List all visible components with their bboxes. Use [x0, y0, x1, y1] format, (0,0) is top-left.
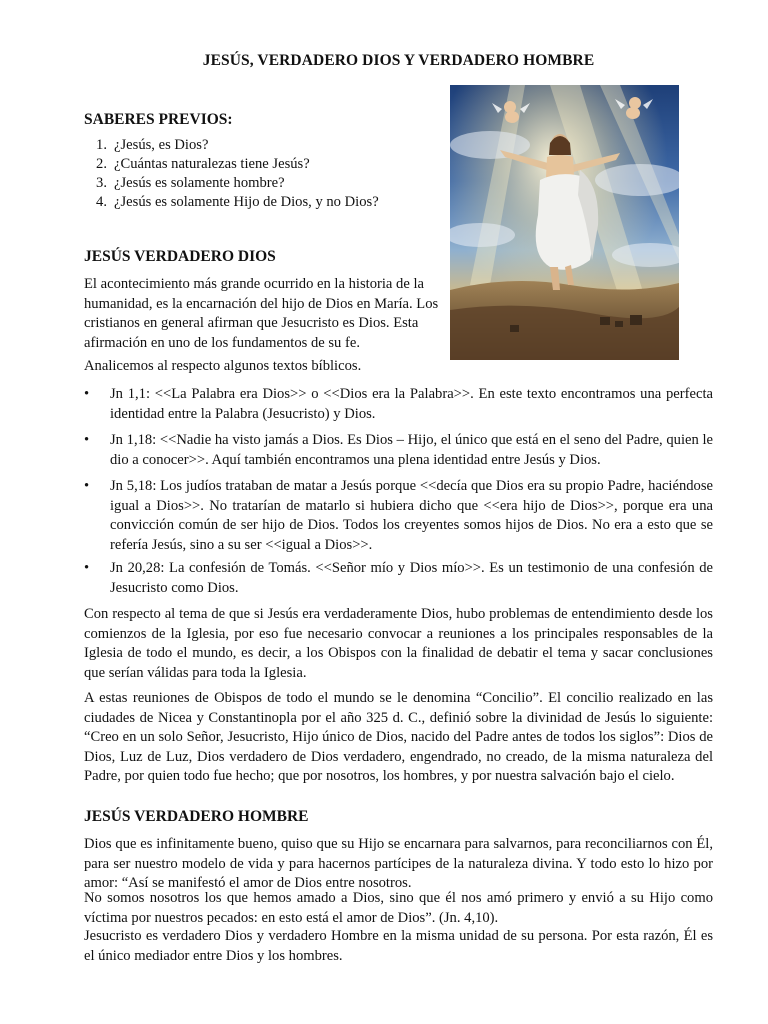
list-text: ¿Jesús es solamente hombre?	[114, 175, 285, 191]
bullet-text: Jn 1,1: <<La Palabra era Dios>> o <<Dios era la Palabra>>. En este texto encontramos una perfecta identidad entre la Palabra (Jesucristo) y Dios.	[110, 386, 713, 422]
bullet-text: Jn 1,18: <<Nadie ha visto jamás a Dios. Es Dios – Hijo, el único que está en el seno del Padre, quien le dio a conocer>>. Aquí también encontramos una plena identidad entre Jesús y Dios.	[110, 432, 713, 468]
analicemos-line: Analicemos al respecto algunos textos bíblicos.	[84, 358, 362, 374]
bullet-text: Jn 20,28: La confesión de Tomás. <<Señor mío y Dios mío>>. Es un testimonio de una confesión de Jesucristo como Dios.	[110, 560, 713, 596]
bullet-icon: •	[84, 432, 90, 448]
hombre-paragraph-1: Dios que es infinitamente bueno, quiso que su Hijo se encarnara para salvarnos, para reconciliarnos con Él, para ser nuestro modelo de vida y para hacernos partícipes de la naturaleza divina. Y todo esto lo hizo por amor: “Así se manifestó el amor de Dios entre nosotros.	[84, 836, 713, 891]
saberes-list	[84, 136, 379, 212]
list-number: 2.	[96, 156, 107, 172]
bullet-icon: •	[84, 386, 90, 402]
section-heading-dios: JESÚS VERDADERO DIOS	[84, 248, 276, 265]
list-item	[84, 155, 379, 174]
bullet-icon: •	[84, 560, 90, 576]
saberes-heading: SABERES PREVIOS:	[84, 111, 233, 128]
list-text: ¿Jesús, es Dios?	[114, 137, 209, 153]
intro-paragraph: El acontecimiento más grande ocurrido en la historia de la humanidad, es la encarnación del hijo de Dios en María. Los cristianos en general afirman que Jesucristo es Dios. Esta afirmación en uno de los fundamentos de su fe.	[84, 276, 439, 351]
hombre-paragraph-2: No somos nosotros los que hemos amado a Dios, sino que él nos amó primero y envió a su Hijo como víctima por nuestros pecados: en esto está el amor de Dios”. (Jn. 4,10).	[84, 890, 713, 926]
concilio-paragraph-1: Con respecto al tema de que si Jesús era verdaderamente Dios, hubo problemas de entendimiento desde los comienzos de la Iglesia, por eso fue necesario convocar a reuniones a los principales responsables de la Iglesia de todo el mundo, es decir, a los Obispos con la finalidad de debatir el tema y sacar conclusiones que serían válidas para toda la Iglesia.	[84, 606, 713, 681]
bullet-icon: •	[84, 478, 90, 494]
list-number: 1.	[96, 137, 107, 153]
list-item	[84, 174, 379, 193]
list-number: 4.	[96, 194, 107, 210]
page-title: JESÚS, VERDADERO DIOS Y VERDADERO HOMBRE	[202, 52, 595, 69]
hombre-paragraph-3: Jesucristo es verdadero Dios y verdadero Hombre en la misma unidad de su persona. Por esta razón, Él es el único mediador entre Dios y los hombres.	[84, 928, 713, 964]
list-number: 3.	[96, 175, 107, 191]
list-text: ¿Cuántas naturalezas tiene Jesús?	[114, 156, 310, 172]
painting-image	[450, 85, 679, 360]
resurrection-painting	[450, 85, 679, 360]
list-item	[84, 193, 379, 212]
list-item	[84, 136, 379, 155]
bullet-text: Jn 5,18: Los judíos trataban de matar a Jesús porque <<decía que Dios era su propio Padre, haciéndose igual a Dios>>. No tratarían de matarlo si hubiera dicho que <<era hijo de Dios>>, porque era una convicción común de ser hijo de Dios. Todos los creyentes somos hijos de Dios. No era a esto que se refería Jesús, sino a su ser <<igual a Dios>>.	[110, 478, 713, 553]
section-heading-hombre: JESÚS VERDADERO HOMBRE	[84, 808, 309, 825]
concilio-paragraph-2: A estas reuniones de Obispos de todo el mundo se le denomina “Concilio”. El concilio realizado en las ciudades de Nicea y Constantinopla por el año 325 d. C., definió sobre la divinidad de Jesús lo siguiente: “Creo en un solo Señor, Jesucristo, Hijo único de Dios, nacido del Padre antes de todos los siglos”: Dios de Dios, Luz de Luz, Dios verdadero de Dios verdadero, engendrado, no creado, de la misma naturaleza del Padre, por quien todo fue hecho; que por nosotros, los hombres, y por nuestra salvación bajo el cielo.	[84, 690, 713, 784]
list-text: ¿Jesús es solamente Hijo de Dios, y no Dios?	[114, 194, 379, 210]
